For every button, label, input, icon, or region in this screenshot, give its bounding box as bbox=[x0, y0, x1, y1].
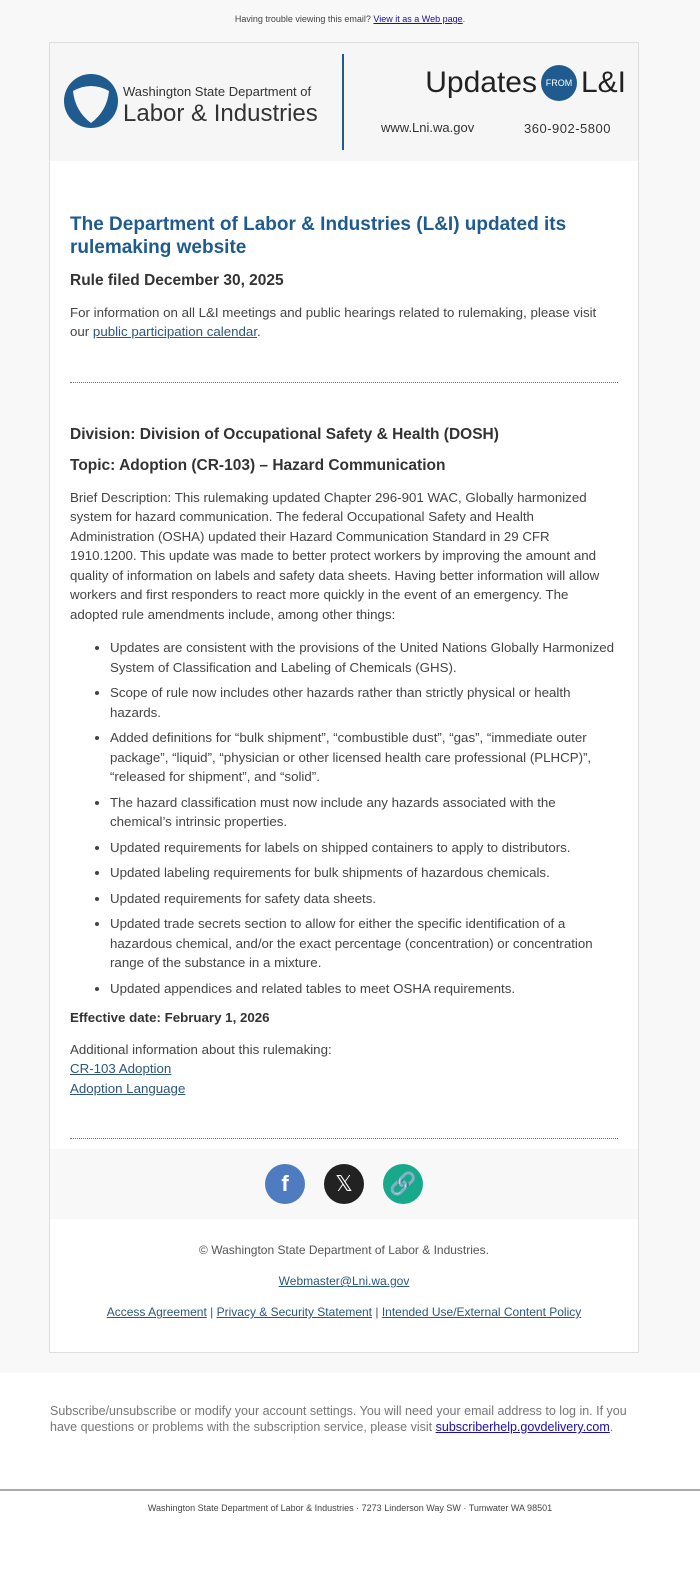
subscribe-text: Subscribe/unsubscribe or modify your account settings. You will need your email address to log in. If you have questions or problems with the subscription service, please visit bbox=[50, 1404, 627, 1434]
org-name-line2: Labor & Industries bbox=[123, 100, 318, 127]
list-item: • Scope of rule now includes other hazards rather than strictly physical or health hazards. bbox=[110, 683, 618, 722]
intended-use-link[interactable]: Intended Use/External Content Policy bbox=[381, 1305, 582, 1319]
effective-date: Effective date: February 1, 2026 bbox=[70, 1010, 270, 1025]
footer bbox=[50, 1219, 638, 1352]
list-item: • Updated labeling requirements for bulk shipments of hazardous chemicals. bbox=[110, 863, 618, 883]
description: Brief Description: This rulemaking updated Chapter 296-901 WAC, Globally harmonized system for hazard communication. The federal Occupational Safety and Health Administration (OSHA) updated their Hazard Communication Standard in 29 CFR 1910.1200. This update was made to better protect workers by improving the amount and quality of information on labels and safety data sheets. Having better information will allow workers and first responders to react more quickly in the event of an emergency. The adopted rule amendments include, among other things: bbox=[70, 489, 600, 622]
separator: | bbox=[375, 1305, 379, 1319]
facebook-icon[interactable]: f bbox=[265, 1164, 305, 1204]
trouble-text: Having trouble viewing this email? bbox=[234, 14, 371, 24]
address-footer: Washington State Department of Labor & Industries · 7273 Linderson Way SW · Tumwater WA 98501 bbox=[0, 1489, 700, 1513]
link-icon[interactable]: 🔗 bbox=[383, 1164, 423, 1204]
calendar-link[interactable]: public participation calendar bbox=[92, 324, 258, 339]
divider bbox=[70, 1138, 618, 1139]
website-text: www.Lni.wa.gov bbox=[381, 120, 475, 135]
period: . bbox=[257, 324, 261, 339]
period: . bbox=[462, 14, 466, 24]
org-name-line1: Washington State Department of bbox=[123, 84, 312, 99]
updates-text: Updates bbox=[425, 66, 537, 99]
from-badge: FROM bbox=[541, 65, 577, 101]
li-text: L&I bbox=[580, 66, 626, 99]
adoption-language-link[interactable]: Adoption Language bbox=[70, 1080, 186, 1096]
privacy-link[interactable]: Privacy & Security Statement bbox=[216, 1305, 372, 1319]
copyright: © Washington State Department of Labor & Industries. bbox=[199, 1243, 489, 1257]
trouble-viewing bbox=[0, 14, 700, 42]
header bbox=[50, 43, 638, 161]
additional-info bbox=[70, 1040, 618, 1099]
page-title: The Department of Labor & Industries (L&I) updated its rulemaking website bbox=[70, 214, 567, 258]
rule-filed-date: Rule filed December 30, 2025 bbox=[70, 272, 284, 289]
cr103-adoption-link[interactable]: CR-103 Adoption bbox=[70, 1061, 172, 1076]
webmaster-email-link[interactable]: Webmaster@Lni.wa.gov bbox=[278, 1274, 410, 1288]
list-item: • Updates are consistent with the provisions of the United Nations Globally Harmonized System of Classification and Labeling of Chemicals (GHS). bbox=[110, 638, 618, 677]
intro-text: For information on all L&I meetings and public hearings related to rulemaking, please visit our bbox=[70, 304, 597, 339]
subscriber-help-link[interactable]: subscriberhelp.govdelivery.com bbox=[435, 1420, 610, 1434]
content bbox=[50, 161, 638, 1139]
list-item: • Added definitions for “bulk shipment”, “combustible dust”, “gas”, “immediate outer package”, “liquid”, “physician or other licensed health care professional (PLHCP)”, “released for shipment”, and “solid”. bbox=[110, 728, 618, 787]
divider bbox=[70, 382, 618, 383]
email-card bbox=[49, 42, 639, 1353]
view-web-page-link[interactable]: View it as a Web page bbox=[373, 14, 463, 24]
access-agreement-link[interactable]: Access Agreement bbox=[106, 1305, 207, 1319]
list-item: • Updated trade secrets section to allow for either the specific identification of a hazardous chemical, and/or the exact percentage (concentration) or concentration range of the substance in a mixture. bbox=[110, 914, 618, 973]
subscription-info bbox=[0, 1373, 700, 1489]
list-item: • Updated requirements for safety data sheets. bbox=[110, 889, 618, 909]
x-twitter-icon[interactable]: 𝕏 bbox=[324, 1164, 364, 1204]
list-item: • The hazard classification must now include any hazards associated with the chemical’s intrinsic properties. bbox=[110, 793, 618, 832]
lni-logo-icon bbox=[63, 73, 119, 129]
social-bar bbox=[50, 1149, 638, 1219]
updates-from-li-title bbox=[425, 65, 626, 101]
period: . bbox=[609, 1420, 614, 1434]
division-heading: Division: Division of Occupational Safety & Health (DOSH) bbox=[70, 425, 499, 443]
list-item: • Updated requirements for labels on shipped containers to apply to distributors. bbox=[110, 838, 618, 858]
phone-text: 360-902-5800 bbox=[524, 121, 611, 136]
header-divider bbox=[342, 54, 344, 150]
additional-label: Additional information about this rulemaking: bbox=[70, 1041, 332, 1057]
list-item: • Updated appendices and related tables to meet OSHA requirements. bbox=[110, 979, 618, 999]
separator: | bbox=[210, 1305, 214, 1319]
topic-heading: Topic: Adoption (CR-103) – Hazard Communication bbox=[70, 457, 446, 474]
amendments-list bbox=[110, 638, 618, 998]
intro-paragraph bbox=[70, 303, 618, 342]
